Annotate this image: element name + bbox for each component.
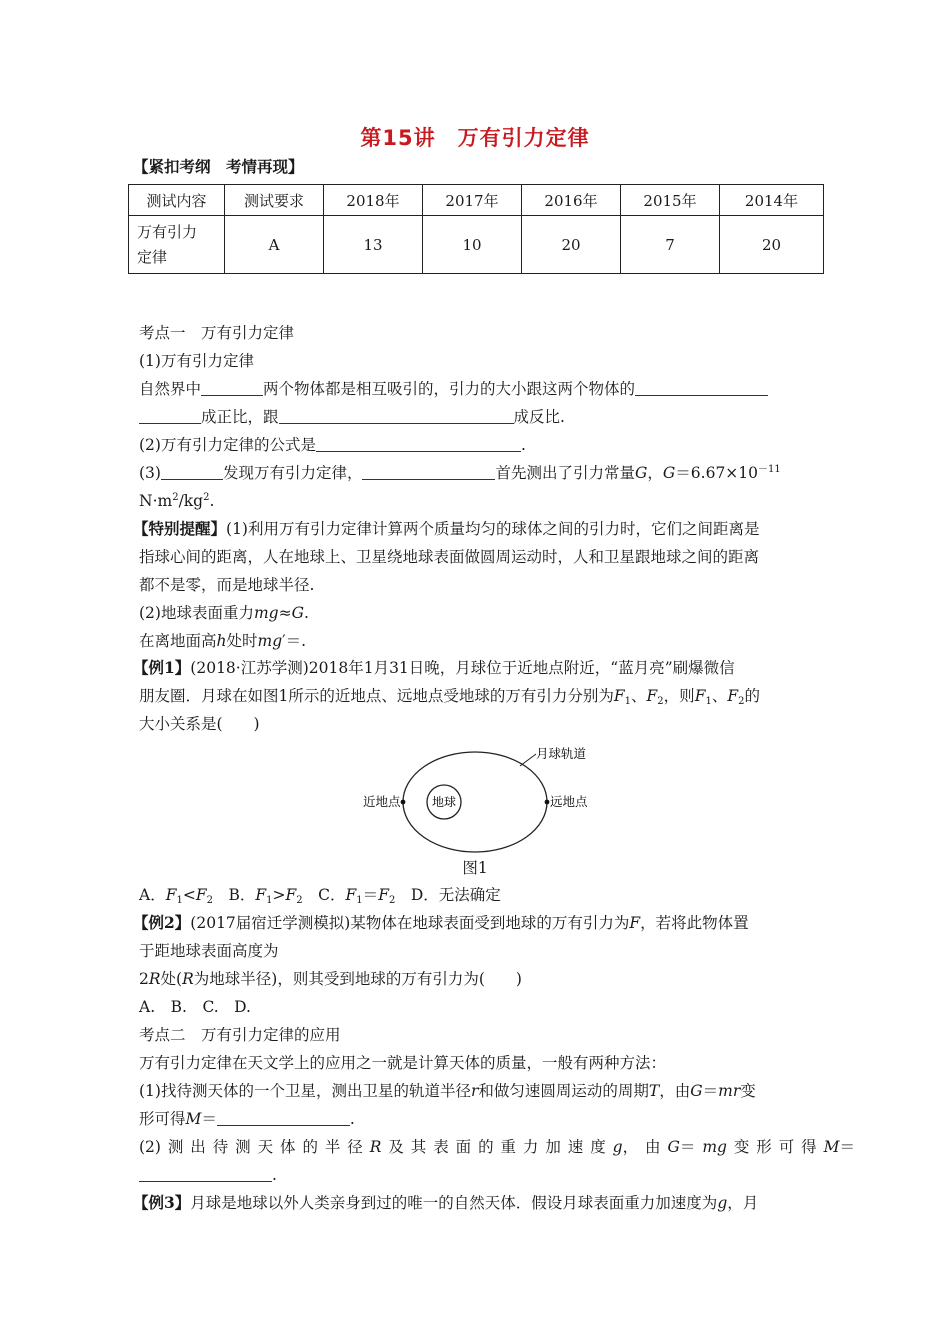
cell-text: 定律 <box>137 247 168 266</box>
subscript: 2 <box>657 696 664 707</box>
text: ＝ <box>839 1138 855 1156</box>
text: 月球是地球以外人类亲身到过的唯一的自然天体．假设月球表面重力加速度为 <box>190 1194 718 1212</box>
symbol-G: G <box>667 1138 680 1156</box>
page-title <box>0 122 950 152</box>
orbit-label: 月球轨道 <box>536 746 587 761</box>
point1-heading: 考点一 万有引力定律 <box>139 324 295 342</box>
table-cell-value: 20 <box>522 216 621 274</box>
fill-blank <box>139 408 201 424</box>
text: 和做匀速圆周运动的周期 <box>478 1082 649 1100</box>
text: 及 其 表 面 的 重 力 加 速 度 <box>388 1138 606 1156</box>
option-label: D．无法确定 <box>395 886 501 904</box>
subscript: 1 <box>705 696 712 707</box>
tip-label: 【特别提醒】 <box>133 519 227 538</box>
text: 成正比，跟 <box>201 408 279 426</box>
text: 、 <box>631 687 647 705</box>
moon-orbit-ellipse <box>403 752 547 852</box>
table-row <box>129 216 824 274</box>
tip-line2: 指球心间的距离，人在地球上、卫星绕地球表面做圆周运动时，人和卫星跟地球之间的距离 <box>139 548 760 566</box>
table-cell-value: 7 <box>621 216 720 274</box>
option-label: C． <box>302 886 346 904</box>
text: (2)万有引力定律的公式是 <box>139 436 316 454</box>
text: 处时 <box>226 632 258 650</box>
point2-intro: 万有引力定律在天文学上的应用之一就是计算天体的质量，一般有两种方法： <box>139 1054 667 1072</box>
subscript: 1 <box>176 895 183 906</box>
point2-method2-result <box>139 1164 819 1186</box>
symbol-F: F <box>195 886 207 904</box>
symbol-mg: mg <box>253 604 279 622</box>
table-cell-value: 13 <box>324 216 423 274</box>
text: 首先测出了引力常量 <box>495 464 635 482</box>
ex1-line2 <box>139 685 819 707</box>
example-label: 【例1】 <box>133 658 191 677</box>
subscript: 2 <box>738 696 745 707</box>
subscript: 1 <box>356 895 363 906</box>
apogee-dot <box>545 800 550 805</box>
table-cell-value: 20 <box>720 216 824 274</box>
relation: ＝ <box>362 886 379 904</box>
symbol-r: r <box>470 1082 479 1100</box>
tip-line1 <box>133 518 819 540</box>
text: ＝6.67×10 <box>675 464 759 482</box>
symbol-G: G <box>690 1082 703 1100</box>
text: 发现万有引力定律， <box>222 464 363 482</box>
symbol-mg: mg <box>257 632 283 650</box>
symbol-R: R <box>182 970 194 988</box>
ex2-options: A. B. C. D. <box>139 998 251 1016</box>
text: (2018·江苏学测)2018年1月31日晚，月球位于近地点附近，“蓝月亮”刷爆微信 <box>190 659 735 677</box>
text: (1)利用万有引力定律计算两个质量均匀的球体之间的引力时，它们之间距离是 <box>226 520 760 538</box>
point2-heading: 考点二 万有引力定律的应用 <box>139 1026 341 1044</box>
perigee-dot <box>401 800 406 805</box>
text: 自然界中 <box>139 380 202 398</box>
orbit-label-leader <box>520 754 536 766</box>
symbol-M: M <box>823 1138 840 1156</box>
point1-line1 <box>139 378 819 400</box>
point2-method1 <box>139 1080 819 1102</box>
text: ＝ <box>679 1138 696 1156</box>
ex1-line1 <box>133 657 819 679</box>
perigee-label: 近地点 <box>363 794 401 809</box>
symbol-mr: mr <box>718 1082 741 1100</box>
text: 形可得 <box>139 1110 186 1128</box>
point1-sub1: (1)万有引力定律 <box>139 352 254 370</box>
point1-sub2 <box>139 434 819 456</box>
symbol-R: R <box>369 1138 382 1156</box>
text: 、 <box>711 687 728 705</box>
fill-blank <box>139 1166 272 1182</box>
symbol-F: F <box>165 886 177 904</box>
symbol-G: G <box>291 604 304 622</box>
example-label: 【例2】 <box>133 913 191 932</box>
text: . <box>272 1166 277 1184</box>
symbol-R: R <box>148 970 161 988</box>
symbol-G: G <box>662 464 676 482</box>
point1-line2 <box>139 406 819 428</box>
table-header-cell: 2016年 <box>522 185 621 216</box>
fill-blank <box>316 436 521 452</box>
table-header-row <box>129 185 824 216</box>
symbol-F: F <box>345 886 357 904</box>
table-header-cell: 2015年 <box>621 185 720 216</box>
text: ＝ <box>702 1082 719 1100</box>
symbol-F: F <box>694 687 706 705</box>
table-header-cell: 2018年 <box>324 185 423 216</box>
table-header-cell: 2017年 <box>423 185 522 216</box>
symbol-F: F <box>378 886 389 904</box>
text: . <box>209 492 215 510</box>
text: 朋友圈．月球在如图1所示的近地点、远地点受地球的万有引力分别为 <box>139 687 614 705</box>
example-label: 【例3】 <box>133 1193 191 1212</box>
text: 两个物体都是相互吸引的，引力的大小跟这两个物体的 <box>263 380 636 398</box>
option-label: A． <box>139 886 166 904</box>
point1-unit <box>139 490 819 512</box>
fill-blank <box>217 1110 350 1126</box>
text: ＝ <box>201 1110 217 1128</box>
fill-blank <box>161 464 223 480</box>
subscript: 2 <box>206 895 213 906</box>
text: 成反比. <box>513 408 565 426</box>
symbol-g: g <box>717 1194 728 1212</box>
table-header-cell: 测试内容 <box>129 185 225 216</box>
orbit-figure <box>350 742 600 862</box>
table-cell-value: 10 <box>423 216 522 274</box>
text: . <box>520 436 526 454</box>
table-header-cell: 2014年 <box>720 185 824 216</box>
table-cell-content <box>129 216 225 274</box>
apogee-label: 远地点 <box>550 794 588 809</box>
ex1-line3: 大小关系是( ) <box>139 715 260 733</box>
text: ， 由 <box>622 1138 661 1156</box>
tip-line5 <box>139 630 819 652</box>
relation: < <box>182 886 196 904</box>
text: ，则 <box>663 687 695 705</box>
text: 变 <box>740 1082 756 1100</box>
symbol-h: h <box>216 632 227 650</box>
ex2-line3 <box>139 968 819 990</box>
exponent: －11 <box>758 464 781 475</box>
subscript: 2 <box>296 895 303 906</box>
fill-blank <box>635 380 768 396</box>
subscript: 2 <box>388 895 396 906</box>
symbol-G: G <box>635 464 648 482</box>
lecture-number: 第15讲 <box>360 126 436 150</box>
subscript: 1 <box>266 895 273 906</box>
text: ，若将此物体置 <box>640 914 749 932</box>
exponent: 2 <box>172 492 179 503</box>
section-header: 【紧扣考纲 考情再现】 <box>133 157 304 176</box>
exam-frequency-table <box>128 184 824 274</box>
text: N·m <box>139 492 173 510</box>
text: (3) <box>139 464 161 482</box>
text: (2017届宿迁学测模拟)某物体在地球表面受到地球的万有引力为 <box>190 914 630 932</box>
option-label: B． <box>212 886 256 904</box>
relation: > <box>272 886 286 904</box>
point1-sub3 <box>139 462 819 484</box>
symbol-F: F <box>285 886 297 904</box>
tip-line3: 都不是零，而是地球半径. <box>139 576 315 594</box>
text: ，月 <box>727 1194 759 1212</box>
ex3-line1 <box>133 1192 819 1214</box>
text: 的 <box>744 687 760 705</box>
ex2-line2: 于距地球表面高度为 <box>139 942 279 960</box>
tip-line4 <box>139 602 819 624</box>
symbol-F: F <box>613 687 625 705</box>
point2-method2 <box>139 1136 855 1158</box>
text: (1)找待测天体的一个卫星，测出卫星的轨道半径 <box>139 1082 471 1100</box>
ex2-line1 <box>133 912 819 934</box>
text: 为地球半径)，则其受到地球的万有引力为( ) <box>193 970 522 988</box>
text: . <box>349 1110 355 1128</box>
symbol-mg: mg <box>702 1138 727 1156</box>
text: ≈ <box>278 604 292 622</box>
text: 变 形 可 得 <box>733 1138 817 1156</box>
table-header-cell: 测试要求 <box>225 185 324 216</box>
symbol-F: F <box>255 886 267 904</box>
text: ，由 <box>659 1082 691 1100</box>
text: /kg <box>178 492 204 510</box>
symbol-F: F <box>646 687 658 705</box>
text: (2) 测 出 待 测 天 体 的 半 径 <box>139 1138 363 1156</box>
table-cell-requirement: A <box>225 216 324 274</box>
symbol-M: M <box>185 1110 202 1128</box>
text: ′＝. <box>282 632 307 650</box>
symbol-F: F <box>629 914 641 932</box>
point2-method1-result <box>139 1108 819 1130</box>
figure-caption: 图1 <box>462 859 488 877</box>
subscript: 1 <box>624 696 632 707</box>
text: (2)地球表面重力 <box>139 604 254 622</box>
exponent: 2 <box>203 492 210 503</box>
symbol-T: T <box>648 1082 660 1100</box>
text: 在离地面高 <box>139 632 217 650</box>
ex1-options <box>139 884 819 906</box>
text: 2 <box>139 970 149 988</box>
fill-blank <box>201 380 263 396</box>
text: . <box>303 604 309 622</box>
earth-label: 地球 <box>431 795 457 809</box>
text: ， <box>647 464 663 482</box>
symbol-F: F <box>727 687 739 705</box>
lecture-topic: 万有引力定律 <box>457 126 590 150</box>
symbol-g: g <box>612 1138 623 1156</box>
text: 处( <box>160 970 183 988</box>
fill-blank <box>279 408 514 424</box>
cell-text: 万有引力 <box>137 222 198 241</box>
fill-blank <box>362 464 495 480</box>
